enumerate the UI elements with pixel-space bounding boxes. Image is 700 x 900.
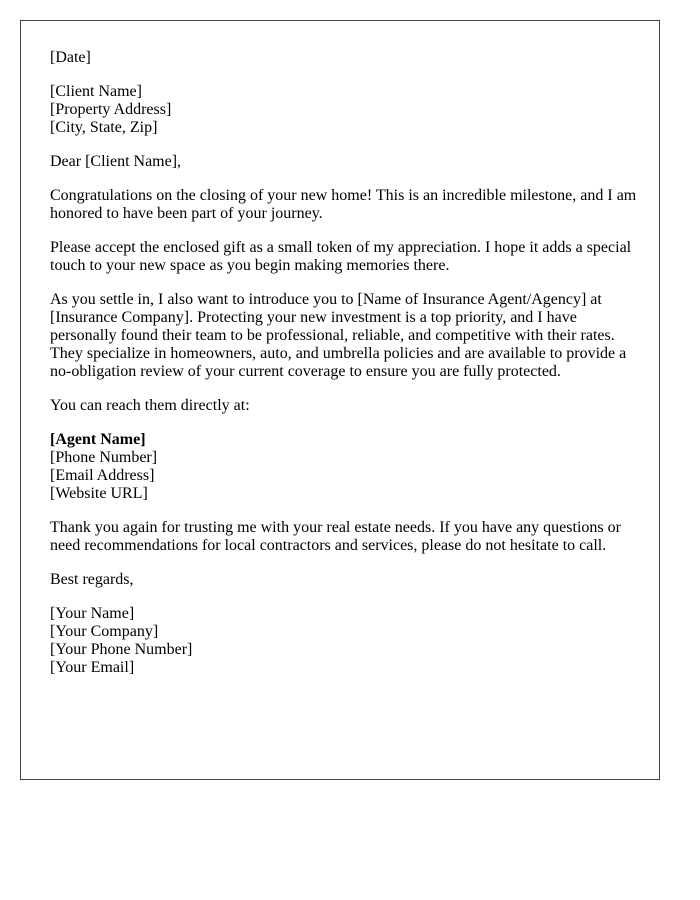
paragraph-gift <box>50 239 640 275</box>
closing-block <box>50 571 640 589</box>
agent-contact-block <box>50 431 640 503</box>
paragraph-text: Thank you again for trusting me with your real estate needs. If you have any questions or need recommendations for local contractors and services, please do not hesitate to call. <box>50 519 621 554</box>
sender-phone: [Your Phone Number] <box>50 641 193 658</box>
recipient-property-address: [Property Address] <box>50 101 172 118</box>
letter-date: [Date] <box>50 49 91 66</box>
paragraph-text: You can reach them directly at: <box>50 397 250 414</box>
letter-page <box>20 20 660 780</box>
date-block <box>50 49 640 67</box>
agent-email: [Email Address] <box>50 467 155 484</box>
agent-website: [Website URL] <box>50 485 148 502</box>
paragraph-text: As you settle in, I also want to introduce you to [Name of Insurance Agent/Agency] at [Insurance Company]. Protecting your new investment is a top priority, and I have personally found their team to be professional, reliable, and competitive with their rates. They specialize in homeowners, auto, and umbrella policies and are available to provide a no-obligation review of your current coverage to ensure you are fully protected. <box>50 291 627 380</box>
agent-phone: [Phone Number] <box>50 449 158 466</box>
paragraph-insurance-intro <box>50 291 640 381</box>
paragraph-reach-them <box>50 397 640 415</box>
paragraph-congratulations <box>50 187 640 223</box>
sender-signature-block <box>50 605 640 677</box>
paragraph-text: Congratulations on the closing of your new home! This is an incredible milestone, and I am honored to have been part of your journey. <box>50 187 637 222</box>
sender-company: [Your Company] <box>50 623 159 640</box>
sender-email: [Your Email] <box>50 659 135 676</box>
salutation-block <box>50 153 640 171</box>
recipient-name: [Client Name] <box>50 83 142 100</box>
recipient-address <box>50 83 640 137</box>
agent-name: [Agent Name] <box>50 431 146 448</box>
paragraph-thank-you <box>50 519 640 555</box>
closing: Best regards, <box>50 571 134 588</box>
salutation: Dear [Client Name], <box>50 153 182 170</box>
sender-name: [Your Name] <box>50 605 135 622</box>
letter-body <box>50 49 640 693</box>
paragraph-text: Please accept the enclosed gift as a small token of my appreciation. I hope it adds a special touch to your new space as you begin making memories there. <box>50 239 632 274</box>
recipient-city-state-zip: [City, State, Zip] <box>50 119 158 136</box>
